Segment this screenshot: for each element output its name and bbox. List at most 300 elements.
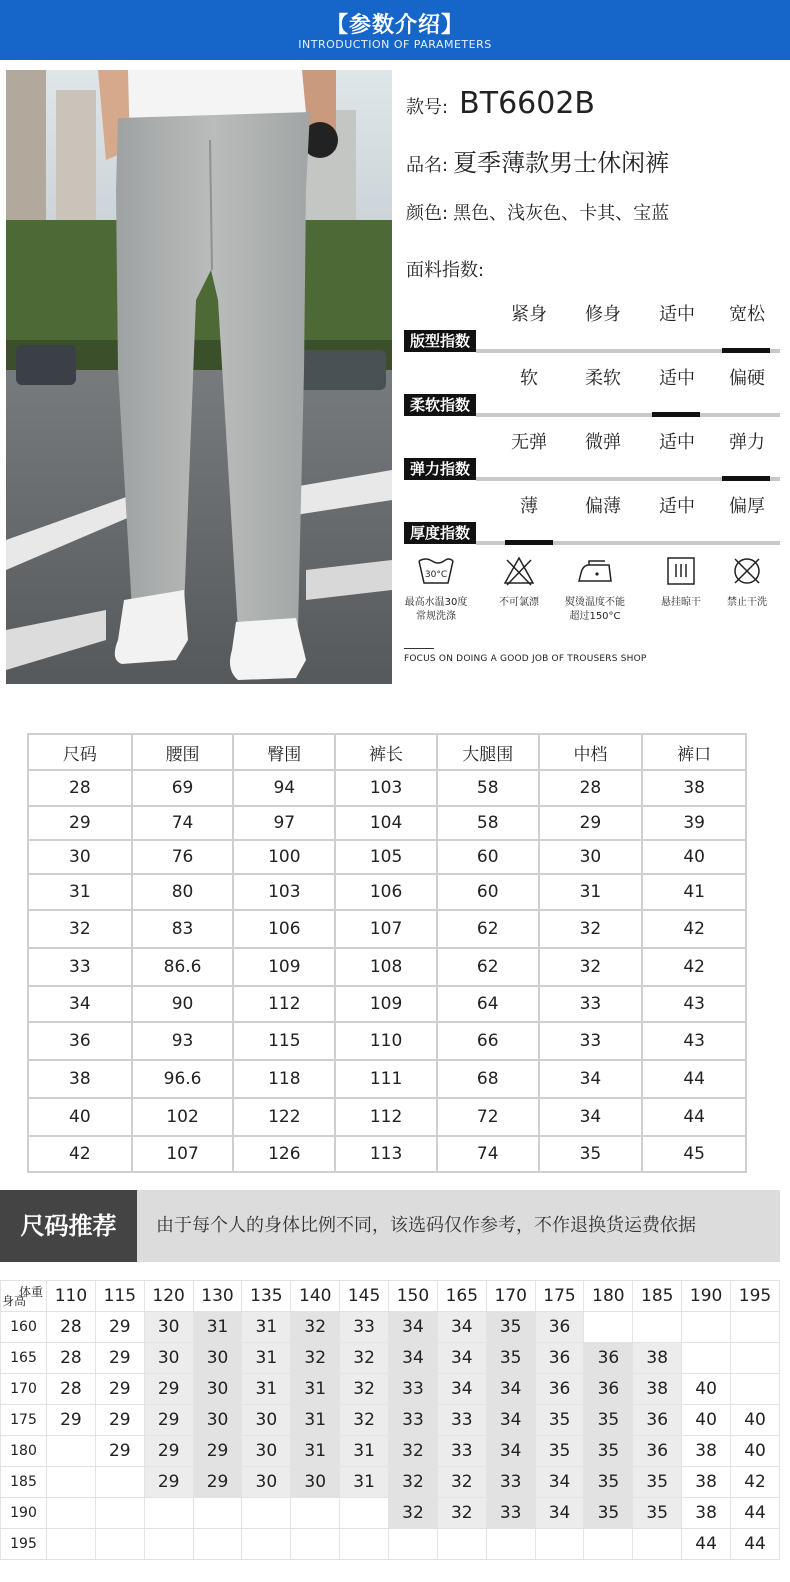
size-table-cell: 111	[335, 1060, 437, 1098]
recommend-cell: 34	[389, 1312, 438, 1343]
care-item	[712, 555, 782, 610]
size-table-cell: 109	[335, 986, 437, 1022]
recommend-cell: 36	[633, 1436, 682, 1467]
size-table-cell: 34	[28, 986, 132, 1022]
recommend-cell: 36	[584, 1343, 633, 1374]
recommend-cell: 29	[144, 1405, 193, 1436]
recommend-cell	[682, 1312, 731, 1343]
size-table-cell: 39	[642, 806, 746, 840]
recommend-cell: 36	[535, 1374, 584, 1405]
care-text: 禁止干洗	[727, 597, 767, 608]
size-table-header-cell: 大腿围	[437, 734, 539, 770]
size-table-cell: 62	[437, 948, 539, 986]
recommend-cell: 29	[144, 1467, 193, 1498]
size-table-cell: 41	[642, 874, 746, 910]
recommend-cell: 38	[682, 1498, 731, 1529]
size-recommend-desc: 由于每个人的身体比例不同，该选码仅作参考，不作退换货运费依据	[156, 1215, 696, 1236]
size-table-cell: 74	[132, 806, 234, 840]
recommend-cell: 35	[584, 1467, 633, 1498]
size-table-cell: 64	[437, 986, 539, 1022]
recommend-cell: 40	[731, 1436, 780, 1467]
size-table-cell: 118	[233, 1060, 335, 1098]
size-table-cell: 34	[539, 1098, 643, 1136]
recommend-cell	[47, 1498, 96, 1529]
weight-header-cell: 185	[633, 1281, 682, 1312]
size-table-cell: 58	[437, 806, 539, 840]
recommend-cell: 28	[47, 1312, 96, 1343]
index-option: 适中	[659, 432, 695, 453]
size-table-row	[28, 1136, 746, 1172]
height-cell: 195	[1, 1529, 47, 1560]
size-table-cell: 110	[335, 1022, 437, 1060]
recommend-cell	[633, 1529, 682, 1560]
index-option: 偏厚	[729, 496, 765, 517]
size-table-cell: 86.6	[132, 948, 234, 986]
recommend-cell	[535, 1529, 584, 1560]
size-table-cell: 45	[642, 1136, 746, 1172]
recommend-cell	[731, 1374, 780, 1405]
size-table-cell: 32	[539, 910, 643, 948]
color-label: 颜色:	[406, 203, 449, 224]
svg-text:30°C: 30°C	[424, 570, 448, 580]
size-table-cell: 68	[437, 1060, 539, 1098]
recommend-cell: 31	[242, 1343, 291, 1374]
name-row	[406, 143, 669, 178]
recommend-cell: 34	[486, 1374, 535, 1405]
size-table-header-cell: 裤口	[642, 734, 746, 770]
size-table-cell: 69	[132, 770, 234, 806]
size-recommend-table	[0, 1280, 780, 1560]
weight-header-cell: 150	[389, 1281, 438, 1312]
recommend-cell: 44	[731, 1529, 780, 1560]
recommend-row	[1, 1405, 780, 1436]
care-item	[560, 555, 630, 624]
size-table-cell: 60	[437, 840, 539, 874]
color-value: 黑色、浅灰色、卡其、宝蓝	[453, 203, 670, 224]
size-table-cell: 30	[28, 840, 132, 874]
size-table-header-cell: 尺码	[28, 734, 132, 770]
size-table-cell: 103	[233, 874, 335, 910]
recommend-cell: 29	[95, 1405, 144, 1436]
size-table-cell: 58	[437, 770, 539, 806]
recommend-cell: 44	[682, 1529, 731, 1560]
size-table-cell: 43	[642, 1022, 746, 1060]
weight-header-cell: 195	[731, 1281, 780, 1312]
weight-header-cell: 135	[242, 1281, 291, 1312]
index-option: 偏薄	[585, 496, 621, 517]
recommend-row	[1, 1343, 780, 1374]
size-table-cell: 93	[132, 1022, 234, 1060]
size-table-cell: 107	[132, 1136, 234, 1172]
size-table-header-cell: 腰围	[132, 734, 234, 770]
recommend-cell: 29	[193, 1436, 242, 1467]
recommend-cell: 29	[95, 1436, 144, 1467]
size-table-cell: 31	[539, 874, 643, 910]
height-cell: 160	[1, 1312, 47, 1343]
size-table	[27, 733, 747, 1173]
size-table-row	[28, 874, 746, 910]
recommend-cell: 34	[486, 1405, 535, 1436]
size-table-cell: 76	[132, 840, 234, 874]
weight-header-cell: 175	[535, 1281, 584, 1312]
recommend-row	[1, 1312, 780, 1343]
care-text: 最高水温30度	[404, 597, 468, 608]
height-cell: 165	[1, 1343, 47, 1374]
slogan: FOCUS ON DOING A GOOD JOB OF TROUSERS SHOP	[404, 654, 647, 664]
size-table-header-cell: 中档	[539, 734, 643, 770]
height-cell: 180	[1, 1436, 47, 1467]
recommend-cell: 31	[340, 1436, 389, 1467]
recommend-cell: 36	[535, 1343, 584, 1374]
care-text: 不可氯漂	[499, 597, 539, 608]
recommend-cell	[47, 1436, 96, 1467]
size-table-cell: 38	[642, 770, 746, 806]
recommend-cell	[437, 1529, 486, 1560]
recommend-cell	[389, 1529, 438, 1560]
hang-dry-icon	[646, 555, 716, 592]
recommend-cell: 33	[486, 1498, 535, 1529]
size-recommend-label: 尺码推荐	[0, 1190, 137, 1262]
index-option: 偏硬	[729, 368, 765, 389]
recommend-cell: 30	[193, 1405, 242, 1436]
care-text: 超过150°C	[569, 611, 621, 622]
fabric-label: 面料指数:	[406, 260, 485, 281]
height-cell: 190	[1, 1498, 47, 1529]
corner-cell	[1, 1281, 47, 1312]
recommend-cell	[731, 1312, 780, 1343]
size-table-cell: 90	[132, 986, 234, 1022]
model-row	[406, 86, 595, 121]
name-value: 夏季薄款男士休闲裤	[453, 149, 670, 177]
recommend-cell: 29	[144, 1436, 193, 1467]
size-table-cell: 108	[335, 948, 437, 986]
recommend-cell: 44	[731, 1498, 780, 1529]
recommend-cell: 31	[193, 1312, 242, 1343]
index-option: 无弹	[511, 432, 547, 453]
color-row	[406, 199, 669, 225]
fabric-row	[406, 256, 484, 282]
recommend-cell: 32	[291, 1343, 340, 1374]
index-option: 柔软	[585, 368, 621, 389]
recommend-cell: 35	[584, 1405, 633, 1436]
recommend-cell: 31	[291, 1405, 340, 1436]
index-option: 适中	[659, 368, 695, 389]
recommend-cell	[291, 1498, 340, 1529]
index-marker	[722, 476, 770, 481]
recommend-row	[1, 1467, 780, 1498]
weight-header-cell: 180	[584, 1281, 633, 1312]
corner-height: 身高	[2, 1294, 27, 1308]
recommend-cell: 34	[535, 1498, 584, 1529]
wash-30-icon	[400, 555, 472, 592]
slogan-line	[404, 648, 434, 649]
size-table-cell: 106	[233, 910, 335, 948]
recommend-row	[1, 1436, 780, 1467]
recommend-cell: 33	[389, 1374, 438, 1405]
weight-header-cell: 170	[486, 1281, 535, 1312]
corner-weight: 体重	[18, 1285, 43, 1299]
recommend-cell	[242, 1529, 291, 1560]
size-table-row	[28, 910, 746, 948]
size-table-row	[28, 840, 746, 874]
size-table-cell: 33	[28, 948, 132, 986]
size-table-cell: 105	[335, 840, 437, 874]
care-text: 熨烫温度不能	[565, 597, 625, 608]
size-table-header-cell: 裤长	[335, 734, 437, 770]
size-table-row	[28, 806, 746, 840]
recommend-cell	[682, 1343, 731, 1374]
recommend-cell: 29	[144, 1374, 193, 1405]
size-table-cell: 80	[132, 874, 234, 910]
size-table-cell: 66	[437, 1022, 539, 1060]
recommend-cell: 30	[144, 1312, 193, 1343]
size-table-cell: 33	[539, 986, 643, 1022]
recommend-row	[1, 1529, 780, 1560]
recommend-cell: 30	[144, 1343, 193, 1374]
height-cell: 185	[1, 1467, 47, 1498]
height-cell: 170	[1, 1374, 47, 1405]
care-text: 悬挂晾干	[661, 597, 701, 608]
index-marker	[652, 412, 700, 417]
size-table-cell: 107	[335, 910, 437, 948]
no-bleach-icon	[484, 555, 554, 592]
recommend-cell: 28	[47, 1374, 96, 1405]
recommend-cell: 33	[437, 1405, 486, 1436]
care-item	[400, 555, 472, 624]
size-table-cell: 42	[642, 948, 746, 986]
size-table-cell: 100	[233, 840, 335, 874]
index-option: 紧身	[511, 304, 547, 325]
recommend-cell: 31	[340, 1467, 389, 1498]
recommend-cell	[193, 1529, 242, 1560]
recommend-cell: 29	[95, 1312, 144, 1343]
recommend-cell: 36	[584, 1374, 633, 1405]
recommend-cell: 40	[682, 1405, 731, 1436]
recommend-cell: 35	[584, 1436, 633, 1467]
recommend-cell	[95, 1498, 144, 1529]
recommend-cell	[584, 1312, 633, 1343]
size-table-cell: 40	[28, 1098, 132, 1136]
recommend-cell: 34	[389, 1343, 438, 1374]
weight-header-cell: 145	[340, 1281, 389, 1312]
page-subtitle: INTRODUCTION OF PARAMETERS	[298, 38, 492, 51]
recommend-cell: 34	[486, 1436, 535, 1467]
recommend-cell: 35	[535, 1436, 584, 1467]
index-marker	[722, 348, 770, 353]
size-table-cell: 36	[28, 1022, 132, 1060]
size-table-header-cell: 臀围	[233, 734, 335, 770]
recommend-cell: 32	[437, 1498, 486, 1529]
care-text: 常规洗涤	[416, 611, 456, 622]
size-table-cell: 40	[642, 840, 746, 874]
recommend-cell: 29	[95, 1374, 144, 1405]
recommend-row	[1, 1498, 780, 1529]
size-table-header	[28, 734, 746, 770]
size-table-cell: 42	[642, 910, 746, 948]
recommend-cell: 31	[242, 1312, 291, 1343]
recommend-cell: 32	[389, 1467, 438, 1498]
recommend-cell: 32	[340, 1405, 389, 1436]
iron-icon	[560, 555, 630, 592]
recommend-cell: 29	[95, 1343, 144, 1374]
size-table-row	[28, 1022, 746, 1060]
size-table-row	[28, 986, 746, 1022]
height-cell: 175	[1, 1405, 47, 1436]
size-table-cell: 35	[539, 1136, 643, 1172]
recommend-cell	[47, 1529, 96, 1560]
size-table-cell: 102	[132, 1098, 234, 1136]
index-option: 修身	[585, 304, 621, 325]
recommend-cell: 28	[47, 1343, 96, 1374]
index-option: 宽松	[729, 304, 765, 325]
size-table-cell: 74	[437, 1136, 539, 1172]
model-label: 款号:	[406, 97, 449, 118]
weight-header-cell: 140	[291, 1281, 340, 1312]
recommend-cell: 40	[731, 1405, 780, 1436]
size-table-cell: 94	[233, 770, 335, 806]
recommend-cell: 33	[340, 1312, 389, 1343]
weight-header-cell: 115	[95, 1281, 144, 1312]
recommend-cell: 34	[535, 1467, 584, 1498]
header-banner	[0, 0, 790, 60]
recommend-cell: 42	[731, 1467, 780, 1498]
index-option: 软	[520, 368, 538, 389]
product-photo	[6, 70, 392, 684]
recommend-cell: 33	[389, 1405, 438, 1436]
size-table-cell: 28	[539, 770, 643, 806]
recommend-cell: 35	[584, 1498, 633, 1529]
recommend-cell: 32	[389, 1436, 438, 1467]
size-table-cell: 60	[437, 874, 539, 910]
index-option: 适中	[659, 496, 695, 517]
index-option: 弹力	[729, 432, 765, 453]
recommend-cell: 34	[437, 1343, 486, 1374]
recommend-cell: 33	[486, 1467, 535, 1498]
recommend-cell: 35	[633, 1467, 682, 1498]
size-table-cell: 112	[233, 986, 335, 1022]
recommend-cell	[340, 1529, 389, 1560]
size-recommend-banner	[0, 1190, 780, 1262]
recommend-cell	[144, 1498, 193, 1529]
size-table-cell: 112	[335, 1098, 437, 1136]
size-table-cell: 28	[28, 770, 132, 806]
index-label: 厚度指数	[404, 522, 476, 544]
size-table-row	[28, 770, 746, 806]
recommend-cell	[47, 1467, 96, 1498]
size-table-cell: 33	[539, 1022, 643, 1060]
weight-header-cell: 190	[682, 1281, 731, 1312]
size-table-cell: 72	[437, 1098, 539, 1136]
recommend-cell: 34	[437, 1312, 486, 1343]
size-table-cell: 113	[335, 1136, 437, 1172]
size-table-cell: 30	[539, 840, 643, 874]
recommend-cell: 38	[633, 1374, 682, 1405]
index-option: 薄	[520, 496, 538, 517]
size-table-cell: 29	[539, 806, 643, 840]
recommend-cell: 38	[682, 1436, 731, 1467]
size-table-cell: 38	[28, 1060, 132, 1098]
recommend-cell: 32	[437, 1467, 486, 1498]
size-table-cell: 122	[233, 1098, 335, 1136]
recommend-cell: 32	[340, 1374, 389, 1405]
recommend-cell: 35	[486, 1343, 535, 1374]
weight-header-cell: 120	[144, 1281, 193, 1312]
recommend-cell: 35	[486, 1312, 535, 1343]
recommend-cell: 38	[682, 1467, 731, 1498]
recommend-cell	[731, 1343, 780, 1374]
recommend-cell	[486, 1529, 535, 1560]
recommend-cell: 31	[291, 1374, 340, 1405]
recommend-cell: 32	[340, 1343, 389, 1374]
size-table-cell: 43	[642, 986, 746, 1022]
recommend-cell: 38	[633, 1343, 682, 1374]
recommend-cell: 30	[242, 1467, 291, 1498]
size-table-row	[28, 948, 746, 986]
recommend-cell: 33	[437, 1436, 486, 1467]
recommend-cell: 30	[193, 1374, 242, 1405]
recommend-cell: 35	[535, 1405, 584, 1436]
recommend-cell: 34	[437, 1374, 486, 1405]
recommend-cell: 31	[242, 1374, 291, 1405]
recommend-cell: 36	[633, 1405, 682, 1436]
recommend-cell: 31	[291, 1436, 340, 1467]
index-label: 柔软指数	[404, 394, 476, 416]
recommend-cell: 35	[633, 1498, 682, 1529]
size-table-cell: 83	[132, 910, 234, 948]
care-item	[484, 555, 554, 610]
recommend-cell: 40	[682, 1374, 731, 1405]
recommend-cell	[95, 1467, 144, 1498]
recommend-cell: 29	[193, 1467, 242, 1498]
page-title: 【参数介绍】	[325, 13, 464, 38]
recommend-header-row	[1, 1281, 780, 1312]
size-table-cell: 115	[233, 1022, 335, 1060]
size-table-cell: 31	[28, 874, 132, 910]
size-table-cell: 44	[642, 1060, 746, 1098]
size-table-row	[28, 1060, 746, 1098]
weight-header-cell: 130	[193, 1281, 242, 1312]
recommend-cell: 32	[291, 1312, 340, 1343]
index-marker	[505, 540, 553, 545]
recommend-cell	[193, 1498, 242, 1529]
size-table-row	[28, 1098, 746, 1136]
recommend-cell	[144, 1529, 193, 1560]
size-table-cell: 109	[233, 948, 335, 986]
size-table-cell: 104	[335, 806, 437, 840]
name-label: 品名:	[406, 155, 449, 176]
size-table-cell: 126	[233, 1136, 335, 1172]
recommend-cell	[633, 1312, 682, 1343]
recommend-cell	[242, 1498, 291, 1529]
recommend-cell: 32	[389, 1498, 438, 1529]
recommend-cell: 36	[535, 1312, 584, 1343]
recommend-cell: 29	[47, 1405, 96, 1436]
size-table-cell: 96.6	[132, 1060, 234, 1098]
size-table-cell: 34	[539, 1060, 643, 1098]
size-table-cell: 97	[233, 806, 335, 840]
model-value: BT6602B	[459, 86, 596, 121]
size-table-cell: 44	[642, 1098, 746, 1136]
recommend-cell: 30	[291, 1467, 340, 1498]
recommend-cell: 30	[242, 1405, 291, 1436]
index-option: 适中	[659, 304, 695, 325]
care-item	[646, 555, 716, 610]
weight-header-cell: 165	[437, 1281, 486, 1312]
index-track	[476, 413, 780, 417]
size-table-cell: 29	[28, 806, 132, 840]
size-table-cell: 103	[335, 770, 437, 806]
no-dry-clean-icon	[712, 555, 782, 592]
